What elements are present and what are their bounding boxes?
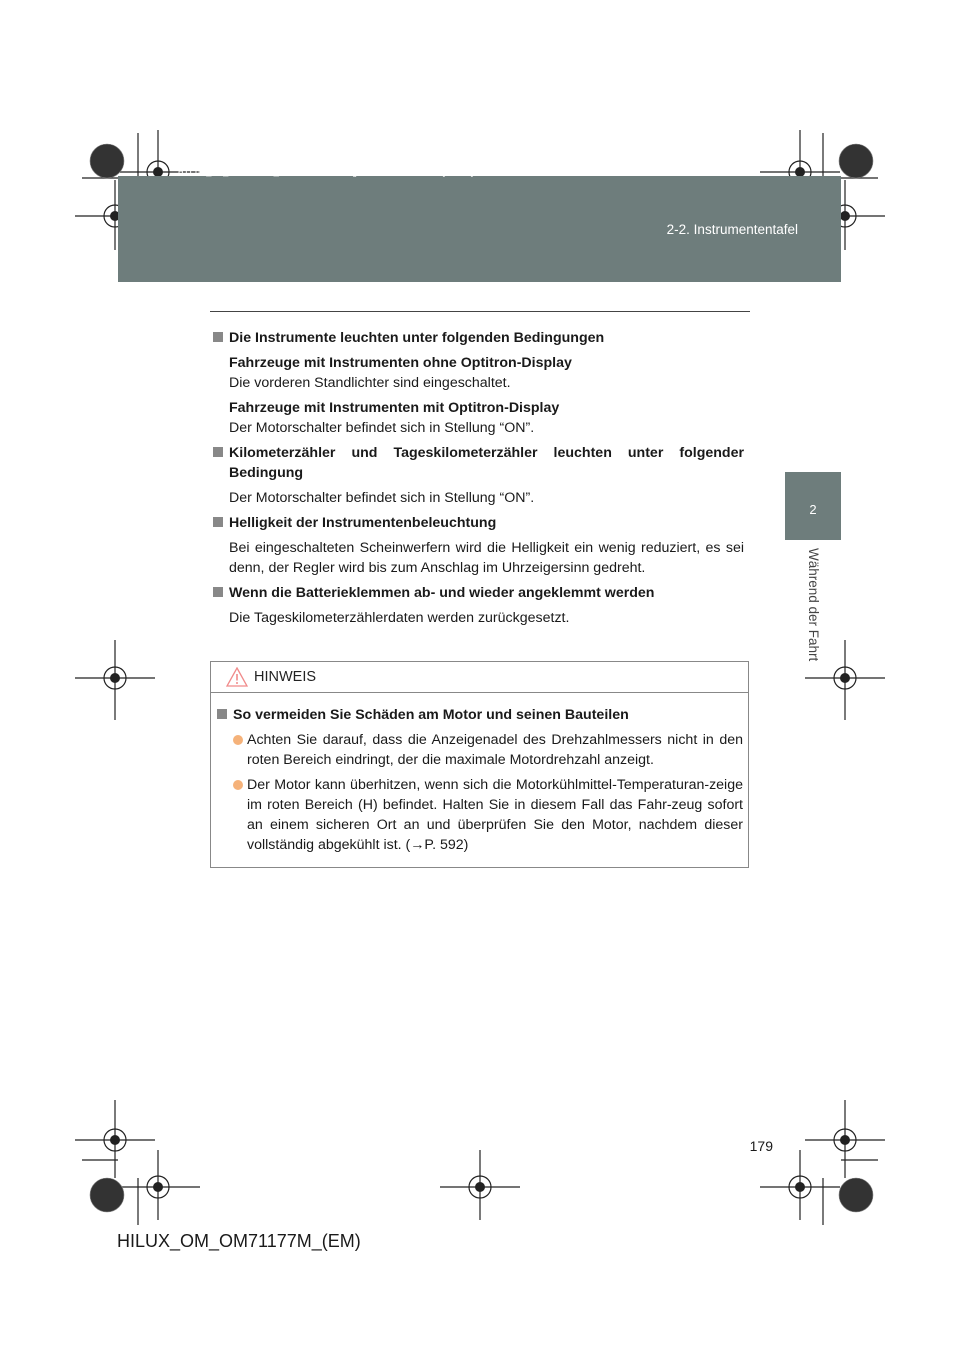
item-title: Wenn die Batterieklemmen ab- und wieder angeklemmt werden xyxy=(213,583,744,603)
notice-body xyxy=(211,693,748,855)
sub-title: Fahrzeuge mit Instrumenten mit Optitron-Display xyxy=(229,400,560,416)
notice-bullet: Achten Sie darauf, dass die Anzeigenadel des Drehzahlmessers nicht in den roten Bereich eindringt, der die maximale Motordrehzahl anzeigt. xyxy=(217,730,743,770)
chapter-label: Während der Fahrt xyxy=(806,548,821,662)
page-number: 179 xyxy=(749,1138,773,1154)
square-bullet-icon xyxy=(213,587,223,597)
main-content xyxy=(213,328,744,633)
notice-box xyxy=(210,661,749,868)
square-bullet-icon xyxy=(213,447,223,457)
notice-bullet: Der Motor kann überhitzen, wenn sich die Motorkühlmittel-Temperaturan-zeige im roten Bereich (H) befindet. Halten Sie in diesem Fall das Fahr-zeug sofort an einem sicheren Ort an und überprüfen Sie den Motor, nachdem dieser vollständig abgekühlt ist. (→P. 592) xyxy=(217,775,743,855)
square-bullet-icon xyxy=(213,517,223,527)
paragraph: Der Motorschalter befindet sich in Stellung “ON”. xyxy=(229,420,535,436)
item-title: Helligkeit der Instrumentenbeleuchtung xyxy=(213,513,744,533)
top-rule xyxy=(210,311,750,312)
square-bullet-icon xyxy=(217,709,227,719)
footer-code: HILUX_OM_OM71177M_(EM) xyxy=(117,1231,361,1251)
section-title: 2-2. Instrumententafel xyxy=(666,222,798,237)
paragraph: Der Motorschalter befindet sich in Stellung “ON”. xyxy=(229,490,535,506)
paragraph: Die Tageskilometerzählerdaten werden zurückgesetzt. xyxy=(229,610,570,626)
notice-title: So vermeiden Sie Schäden am Motor und seinen Bauteilen xyxy=(217,705,743,725)
book-stamp: HILUX_OM_OM71177M_(EM).book Page 179 Wednesday, May 16, 2012 1:28 PM xyxy=(178,168,577,178)
sub-title: Fahrzeuge mit Instrumenten ohne Optitron-Display xyxy=(229,355,572,371)
item-body xyxy=(213,353,744,438)
item-title: Kilometerzähler und Tageskilometerzähler leuchten unter folgender Bedingung xyxy=(213,443,744,483)
notice-label: HINWEIS xyxy=(254,669,317,685)
square-bullet-icon xyxy=(213,332,223,342)
chapter-tab xyxy=(785,472,841,540)
round-bullet-icon xyxy=(233,735,243,745)
chapter-number: 2 xyxy=(809,502,817,517)
notice-header xyxy=(211,662,748,693)
paragraph: Bei eingeschalteten Scheinwerfern wird die Helligkeit ein wenig reduziert, es sei denn, der Regler wird bis zum Anschlag im Uhrzeigersinn gedreht. xyxy=(229,540,744,576)
paragraph: Die vorderen Standlichter sind eingeschaltet. xyxy=(229,375,511,391)
warning-triangle-icon xyxy=(226,667,248,687)
round-bullet-icon xyxy=(233,780,243,790)
item-title: Die Instrumente leuchten unter folgenden Bedingungen xyxy=(213,328,744,348)
